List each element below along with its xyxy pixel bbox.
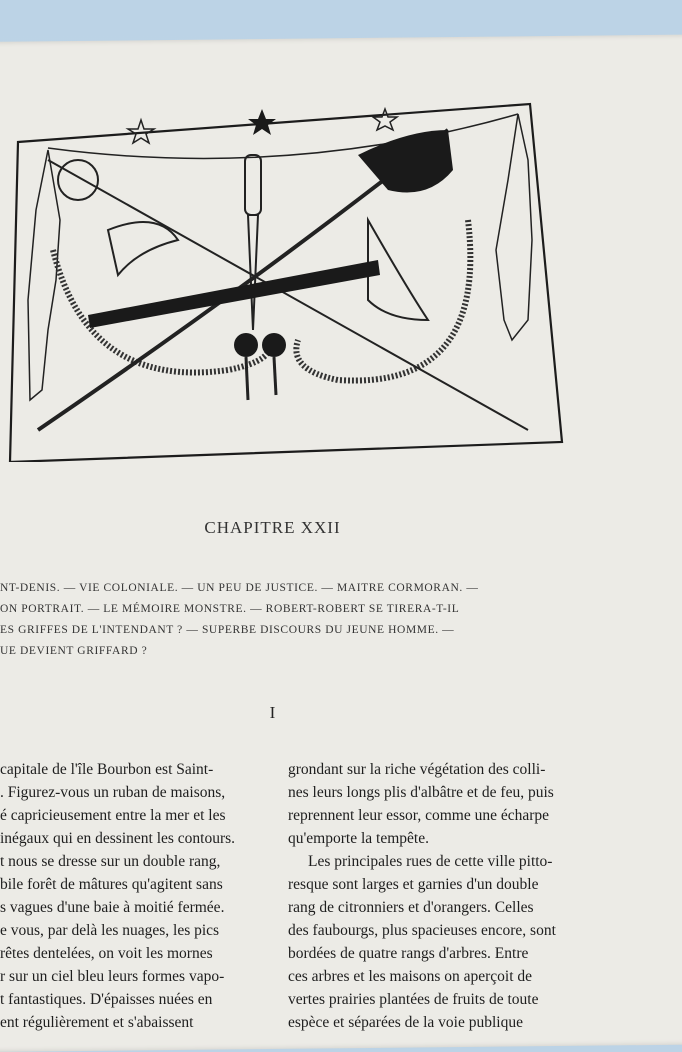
text-line: capitale de l'île Bourbon est Saint-: [0, 761, 214, 778]
text-line: des faubourgs, plus spacieuses encore, sont: [288, 922, 556, 939]
text-line: qu'emporte la tempête.: [288, 830, 429, 847]
summary-line: ON PORTRAIT. — LE MÉMOIRE MONSTRE. — ROBERT-ROBERT SE TIRERA-T-IL: [0, 603, 460, 615]
text-line: bile forêt de mâtures qu'agitent sans: [0, 876, 223, 893]
text-line: Les principales rues de cette ville pitto-: [308, 853, 553, 870]
text-line: t fantastiques. D'épaisses nuées en: [0, 991, 213, 1008]
knot-right: [262, 333, 286, 357]
text-line: bordées de quatre rangs d'arbres. Entre: [288, 945, 529, 962]
text-line: reprennent leur essor, comme une écharpe: [288, 807, 550, 824]
text-line: inégaux qui en dessinent les contours.: [0, 830, 236, 847]
summary-line: ES GRIFFES DE L'INTENDANT ? — SUPERBE DISCOURS DU JEUNE HOMME. —: [0, 624, 455, 636]
text-line: é capricieusement entre la mer et les: [0, 807, 226, 824]
text-line: espèce et séparées de la voie publique: [288, 1014, 523, 1031]
summary-line: NT-DENIS. — VIE COLONIALE. — UN PEU DE JUSTICE. — MAITRE CORMORAN. —: [0, 582, 479, 594]
text-line: rêtes dentelées, on voit les mornes: [0, 945, 213, 962]
text-line: nes leurs longs plis d'albâtre et de feu, puis: [288, 784, 554, 801]
text-line: grondant sur la riche végétation des colli-: [288, 761, 546, 778]
text-line: ces arbres et les maisons on aperçoit de: [288, 968, 533, 985]
text-line: e vous, par delà les nuages, les pics: [0, 922, 220, 939]
chapter-summary: [0, 578, 600, 662]
text-line: s vagues d'une baie à moitié fermée.: [0, 899, 225, 916]
tassel-right: [274, 357, 276, 395]
knot-left: [234, 333, 258, 357]
text-line: t nous se dresse sur un double rang,: [0, 853, 221, 870]
text-line: ent régulièrement et s'abaissent: [0, 1014, 194, 1031]
text-column-right: [288, 758, 633, 1034]
text-column-left: [0, 758, 275, 1034]
summary-line: UE DEVIENT GRIFFARD ?: [0, 645, 148, 657]
chapter-illustration: [8, 100, 564, 462]
chapter-title: CHAPITRE XXII: [204, 518, 341, 537]
section-number: I: [269, 703, 276, 722]
text-line: vertes prairies plantées de fruits de toute: [288, 991, 539, 1008]
text-line: . Figurez-vous un ruban de maisons,: [0, 784, 226, 801]
tassel-left: [246, 357, 248, 400]
text-line: rang de citronniers et d'orangers. Celles: [288, 899, 534, 916]
text-line: resque sont larges et garnies d'un double: [288, 876, 539, 893]
text-line: r sur un ciel bleu leurs formes vapo-: [0, 968, 225, 985]
